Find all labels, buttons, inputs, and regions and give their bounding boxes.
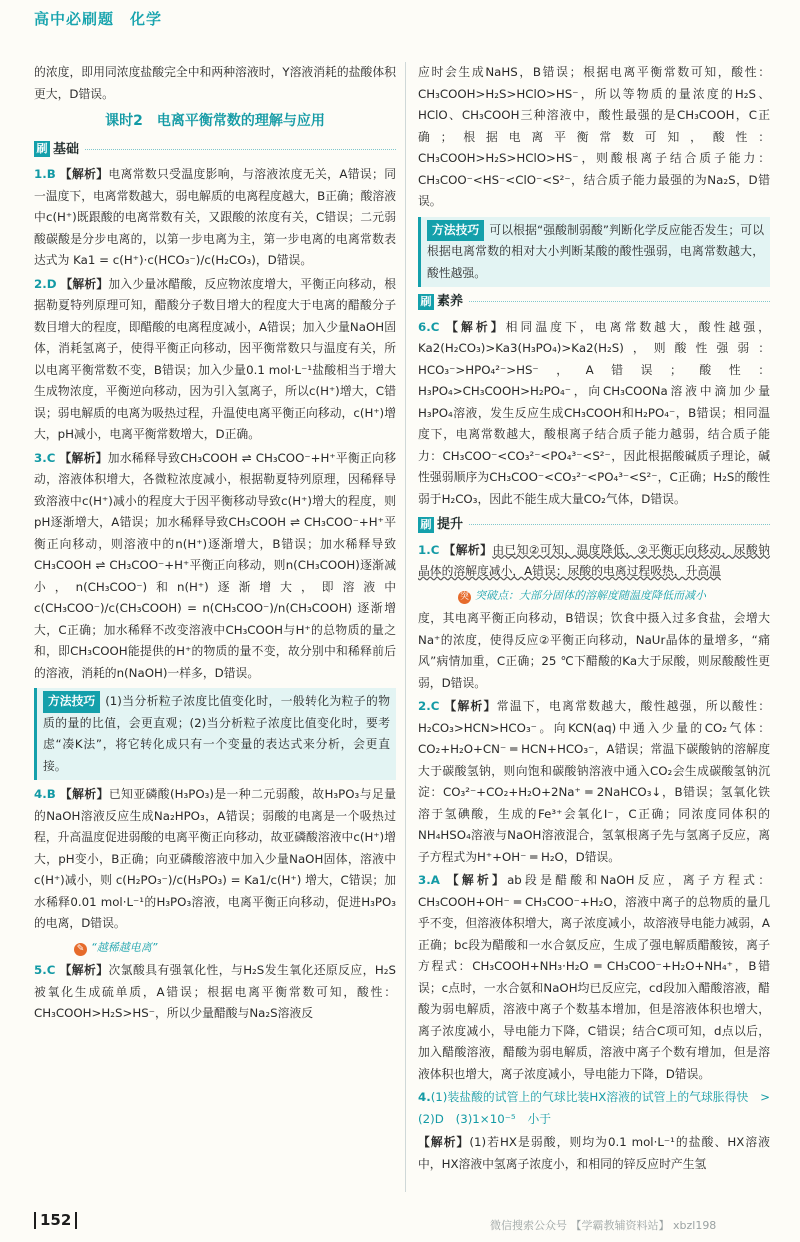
book-title: 高中必刷题 化学 [34,10,163,28]
page-number: 152 [34,1212,77,1229]
section-label: 基础 [53,141,80,157]
tip-label: 方法技巧 [427,220,484,242]
improve-question-4: 4.(1)装盐酸的试管上的气球比装HX溶液的试管上的气球胀得快 > (2)D (3)1×10⁻⁵ 小于 [418,1090,782,1126]
section-rule [469,524,770,525]
section-label: 素养 [437,294,464,309]
question-5: 5.C 【解析】次氯酸具有强氧化性，与H₂S发生氧化还原反应，H₂S被氧化生成硫单质，A错误；根据电离平衡常数可知，酸性：CH₃COOH>H₂S>HS⁻，所以少量醋酸与Na₂S溶液反 [34,963,396,1020]
section-rule [469,301,770,302]
memo-note: ✎ “越稀越电离” [74,937,396,959]
improve-question-4-explanation: 【解析】(1)若HX是弱酸，则均为0.1 mol·L⁻¹的盐酸、HX溶液中，HX溶液中氢离子浓度小，和相同的锌反应时产生氢 [418,1135,770,1171]
tip-label: 方法技巧 [43,691,100,713]
intro-text: 的浓度，即用同浓度盐酸完全中和两种溶液时，Y溶液消耗的盐酸体积更大，D错误。 [34,65,396,101]
question-6: 6.C 【解析】相同温度下，电离常数越大，酸性越强，Ka2(H₂CO₃)>Ka3(H₃PO₄)>Ka2(H₂S)，则酸性强弱：HCO₃⁻>HPO₄²⁻>HS⁻，A错误；酸性：H₃PO₄>CH₃COOH>H₂PO₄⁻，向CH₃COONa溶液中滴加少量H₃PO₄溶液，发生反应生成CH₃COOH和H₂PO₄⁻，B错误；相同温度下，电离常数越大，酸根离子结合质子能力越弱，结合质子能力：CH₃COO⁻<CO₃²⁻<PO₄³⁻<S²⁻，因此根据酸碱质子理论，碱性强弱顺序为CH₃COO⁻<CO₃²⁻<PO₄³⁻<S²⁻，C正确；H₂S的酸性弱于H₂CO₃，因此不能生成大量CO₂气体，D错误。 [418,319,770,506]
section-label: 提升 [437,517,464,532]
section-advanced [418,291,770,313]
improve-question-3: 3.A 【解析】ab段是醋酸和NaOH反应，离子方程式：CH₃COOH+OH⁻ ═ CH₃COO⁻+H₂O，溶液中离子的总物质的量几乎不变，但溶液体积增大，离子浓度减小，故溶液导电能力减弱，A正确；bc段为醋酸和一水合氨反应，生成了强电解质醋酸铵，离子方程式：CH₃COOH+NH₃·H₂O ═ CH₃COO⁻+H₂O+NH₄⁺，B错误；c点时，一水合氨和NaOH均已反应完，cd段加入醋酸溶液，醋酸为弱电解质，溶液中离子个数基本增加，但是溶液体积也增大，离子浓度减小，导电能力下降，C错误；结合C项可知，d点以后，加入醋酸溶液，醋酸为弱电解质，溶液中离子个数有增加，但是溶液体积也增大，离子浓度减小，导电能力下降，D错误。 [418,873,770,1081]
method-tip-2: 方法技巧 可以根据“强酸制弱酸”判断化学反应能否发生；可以根据电离常数的相对大小判断某酸的酸性强弱，电离常数越大，酸性越强。 [418,217,770,288]
question-4: 4.B 【解析】已知亚磷酸(H₃PO₃)是一种二元弱酸，故H₃PO₃与足量的NaOH溶液反应生成Na₂HPO₃，A错误；弱酸的电离是一个吸热过程，升高温度促进弱酸的电离平衡正向移动，故亚磷酸溶液中c(H⁺)增大，pH变小，B正确；向亚磷酸溶液中加入少量NaOH固体，溶液中c(H⁺)减小，则 c(H₂PO₃⁻)/c(H₃PO₃) = Ka1/c(H⁺) 增大，C错误；加水稀释0.01 mol·L⁻¹的H₃PO₃溶液，电离平衡正向移动，促进H₃PO₃的电离，D错误。 [34,787,396,930]
improve-question-1: 1.C 【解析】由已知②可知，温度降低，②平衡正向移动，尿酸钠晶体的溶解度减小，A错误；尿酸的电离过程吸热，升高温 [418,542,770,578]
question-5-continued: 应时会生成NaHS，B错误；根据电离平衡常数可知，酸性：CH₃COOH>H₂S>HClO>HS⁻，所以等物质的量浓度的H₂S、HClO、CH₃COOH三种溶液中，酸性最强的是CH₃COOH，C正确；根据电离平衡常数可知，酸性：CH₃COOH>H₂S>HClO>HS⁻，则酸根离子结合质子能力：CH₃COO⁻<HS⁻<ClO⁻<S²⁻，结合质子能力最强的为Na₂S，D错误。 [418,65,770,208]
question-3: 3.C 【解析】加水稀释导致CH₃COOH ⇌ CH₃COO⁻+H⁺平衡正向移动，溶液体积增大，各微粒浓度减小，根据勒夏特列原理，因稀释导致溶液中c(H⁺)减小的程度大于因平衡移动导致c(H⁺)增大的程度，则pH逐渐增大，A错误；加水稀释导致CH₃COOH ⇌ CH₃COO⁻+H⁺平衡正向移动，则溶液中的n(H⁺)逐渐增大，B错误；加水稀释导致CH₃COOH ⇌ CH₃COO⁻+H⁺平衡正向移动，则n(CH₃COOH)逐渐减小，n(CH₃COO⁻)和n(H⁺)逐渐增大，即溶液中 c(CH₃COO⁻)/c(CH₃COOH) = n(CH₃COO⁻)/n(CH₃COOH) 逐渐增大，C正确；加水稀释不改变溶液中CH₃COOH与H⁺的总物质的量之和，即CH₃COOH能提供的H⁺的物质的量不变，故分别中和稀释前后的溶液，消耗的n(NaOH)一样多，D错误。 [34,450,396,680]
right-column [418,62,782,1177]
breakthrough-icon: 突 [459,591,469,602]
section-improve [418,514,770,536]
question-2: 2.D 【解析】加入少量冰醋酸，反应物浓度增大，平衡正向移动，根据勒夏特列原理可知，醋酸分子数目增大的程度大于电离的醋酸分子数目增大的程度，即醋酸的电离程度减小，A错误；加入少量NaOH固体，消耗氢离子，使得平衡正向移动，因平衡常数只与温度有关，所以电离平衡常数不变，B错误；加入少量0.1 mol·L⁻¹盐酸相当于增大生成物浓度，平衡逆向移动，因为引入氢离子，所以c(H⁺)增大，C错误；弱电解质的电离为吸热过程，升温使电离平衡正向移动，c(H⁺)增大，pH减小，电离平衡常数增大，D正确。 [34,276,396,441]
breakthrough-note: 突 突破点：大部分固体的溶解度随温度降低而减小 [459,588,706,602]
brush-icon: 刷 [418,294,434,310]
question-1: 1.B 【解析】电离常数只受温度影响，与溶液浓度无关，A错误；同一温度下，电离常数越大，弱电解质的电离程度越大，B正确；酸溶液中c(H⁺)既跟酸的电离常数有关，又跟酸的浓度有关，C错误；二元弱酸碳酸是分步电离的，以第一步电离为主，第一步电离的电离常数表达式为 Ka1 = c(H⁺)·c(HCO₃⁻)/c(H₂CO₃)，D错误。 [34,167,397,267]
section-rule [85,149,396,150]
brush-icon: 刷 [34,141,50,157]
improve-question-2: 2.C 【解析】常温下，电离常数越大，酸性越强，所以酸性：H₂CO₃>HCN>HCO₃⁻。向KCN(aq)中通入少量的CO₂气体：CO₂+H₂O+CN⁻ ═ HCN+HCO₃⁻，A错误；常温下碳酸钠的溶解度大于碳酸氢钠，则向饱和碳酸钠溶液中通入CO₂会生成碳酸氢钠沉淀：CO₃²⁻+CO₂+H₂O+2Na⁺ ═ 2NaHCO₃↓，B错误；氢氧化铁溶于氢碘酸，生成的Fe³⁺会氧化I⁻，C正确；同浓度同体积的NH₄HSO₄溶液与NaOH溶液混合，氢氧根离子先与氢离子反应，离子方程式为H⁺+OH⁻ ═ H₂O，D错误。 [418,699,770,864]
bulb-icon: ✎ [74,943,87,956]
section-basic [34,139,396,161]
column-divider [405,62,406,1192]
left-column [34,62,396,1027]
brush-icon: 刷 [418,517,434,533]
improve-question-1-continued: 度，其电离平衡正向移动，B错误；饮食中摄入过多食盐，会增大Na⁺的浓度，使得反应②平衡正向移动，NaUr晶体的量增多，“痛风”病情加重，C正确；25 ℃下醋酸的Ka大于尿酸，则尿酸酸性更弱，D错误。 [418,611,770,690]
watermark: 微信搜索公众号 【学霸教辅资料站】 xbzl198 [490,1219,717,1232]
method-tip: 方法技巧 (1)当分析粒子浓度比值变化时，一般转化为粒子的物质的量的比值，会更直观；(2)当分析粒子浓度比值变化时，要考虑“凑K法”，将它转化成只有一个变量的表达式来分析，会更直接。 [34,688,396,780]
lesson-title: 课时2 电离平衡常数的理解与应用 [105,113,325,129]
